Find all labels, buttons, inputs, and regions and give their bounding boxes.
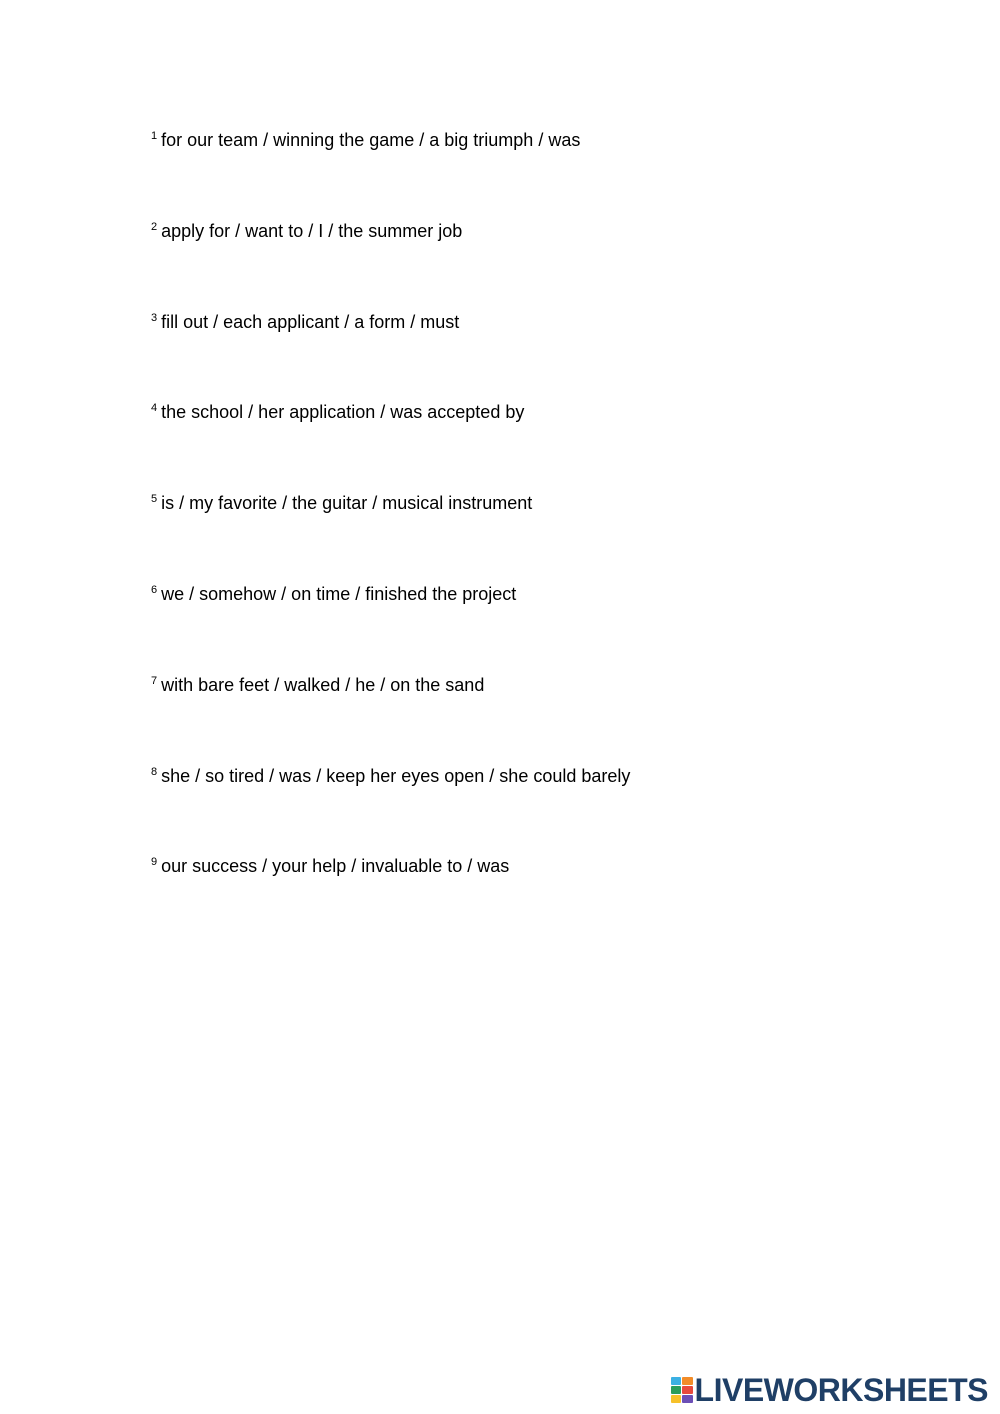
item-text: with bare feet / walked / he / on the sand bbox=[161, 674, 485, 695]
exercise-item bbox=[151, 487, 911, 578]
item-text: we / somehow / on time / finished the project bbox=[161, 583, 517, 604]
logo-square bbox=[671, 1386, 682, 1394]
exercise-item bbox=[151, 578, 911, 669]
logo-square bbox=[682, 1386, 693, 1394]
item-number: 4 bbox=[151, 402, 158, 415]
item-text: for our team / winning the game / a big triumph / was bbox=[161, 130, 581, 150]
logo-square bbox=[682, 1395, 693, 1403]
item-number: 1 bbox=[151, 130, 158, 142]
item-number: 8 bbox=[151, 765, 158, 778]
exercise-item bbox=[151, 215, 911, 306]
item-number: 2 bbox=[151, 220, 158, 233]
liveworksheets-logo-icon bbox=[671, 1377, 693, 1403]
item-number: 7 bbox=[151, 674, 158, 687]
item-number: 9 bbox=[151, 856, 158, 869]
logo-square bbox=[682, 1377, 693, 1385]
item-number: 5 bbox=[151, 493, 158, 506]
item-text: is / my favorite / the guitar / musical instrument bbox=[161, 493, 533, 514]
exercise-item bbox=[151, 669, 911, 760]
worksheet-exercise-list bbox=[151, 124, 911, 941]
item-text: the school / her application / was accepted by bbox=[161, 402, 525, 423]
item-text: our success / your help / invaluable to / was bbox=[161, 856, 510, 877]
exercise-item bbox=[151, 850, 911, 941]
item-number: 3 bbox=[151, 311, 158, 324]
brand-name: LIVEWORKSHEETS bbox=[694, 1372, 988, 1408]
exercise-item bbox=[151, 396, 911, 487]
item-text: apply for / want to / I / the summer job bbox=[161, 220, 463, 241]
liveworksheets-footer-logo bbox=[671, 1374, 988, 1406]
exercise-item bbox=[151, 306, 911, 397]
exercise-item bbox=[151, 760, 911, 851]
item-number: 6 bbox=[151, 583, 158, 596]
exercise-item bbox=[151, 124, 911, 215]
logo-square bbox=[671, 1395, 682, 1403]
item-text: she / so tired / was / keep her eyes open / she could barely bbox=[161, 765, 631, 786]
logo-square bbox=[671, 1377, 682, 1385]
item-text: fill out / each applicant / a form / must bbox=[161, 311, 460, 332]
